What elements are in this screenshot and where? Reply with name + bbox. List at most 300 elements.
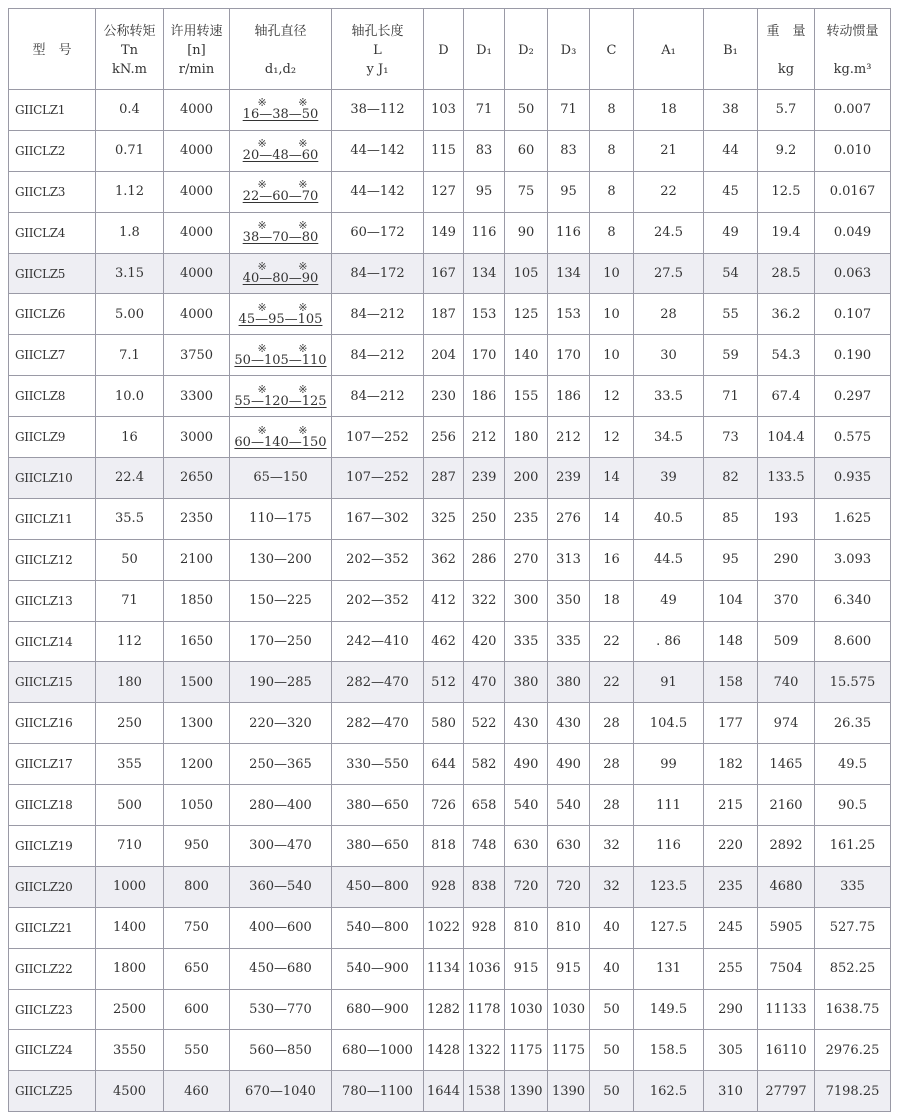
cell-model: GIICLZ2 — [9, 130, 96, 171]
cell-B1: 71 — [704, 376, 758, 417]
cell-model: GIICLZ25 — [9, 1071, 96, 1112]
cell-inertia: 0.107 — [815, 294, 891, 335]
cell-C: 14 — [590, 458, 634, 499]
cell-speed: 4000 — [164, 212, 230, 253]
cell-weight: 5.7 — [758, 90, 815, 131]
cell-A1: 99 — [634, 744, 704, 785]
cell-D3: 1030 — [548, 989, 590, 1030]
cell-length: 84—212 — [332, 376, 424, 417]
cell-D: 103 — [424, 90, 464, 131]
cell-A1: 149.5 — [634, 989, 704, 1030]
cell-bore: 530—770 — [230, 989, 332, 1030]
bore-value: 38—70—80 — [242, 230, 319, 246]
cell-D3: 915 — [548, 948, 590, 989]
header-speed: 许用转速 [n] r/min — [164, 9, 230, 90]
table-row — [9, 866, 891, 907]
bore-mark: ※ ※ — [257, 300, 322, 314]
cell-inertia: 0.190 — [815, 335, 891, 376]
cell-bore: 360—540 — [230, 866, 332, 907]
cell-D3: 1390 — [548, 1071, 590, 1112]
cell-weight: 1465 — [758, 744, 815, 785]
cell-speed: 950 — [164, 826, 230, 867]
cell-C: 8 — [590, 212, 634, 253]
cell-speed: 1850 — [164, 580, 230, 621]
cell-inertia: 6.340 — [815, 580, 891, 621]
cell-weight: 28.5 — [758, 253, 815, 294]
cell-D1: 134 — [464, 253, 505, 294]
cell-weight: 36.2 — [758, 294, 815, 335]
cell-D2: 300 — [505, 580, 548, 621]
cell-weight: 740 — [758, 662, 815, 703]
bore-mark: ※ ※ — [257, 341, 322, 355]
bore-value: 60—140—150 — [234, 434, 327, 450]
cell-A1: 18 — [634, 90, 704, 131]
cell-inertia: 0.010 — [815, 130, 891, 171]
cell-model: GIICLZ24 — [9, 1030, 96, 1071]
cell-D2: 60 — [505, 130, 548, 171]
cell-B1: 177 — [704, 703, 758, 744]
coupling-spec-table — [8, 8, 891, 1112]
cell-length: 780—1100 — [332, 1071, 424, 1112]
cell-A1: 21 — [634, 130, 704, 171]
cell-speed: 2100 — [164, 539, 230, 580]
cell-C: 28 — [590, 785, 634, 826]
cell-A1: 91 — [634, 662, 704, 703]
cell-weight: 5905 — [758, 907, 815, 948]
cell-length: 60—172 — [332, 212, 424, 253]
cell-C: 22 — [590, 662, 634, 703]
cell-D2: 140 — [505, 335, 548, 376]
cell-C: 8 — [590, 130, 634, 171]
cell-C: 12 — [590, 376, 634, 417]
cell-B1: 182 — [704, 744, 758, 785]
header-A1: A₁ — [634, 9, 704, 90]
cell-inertia: 0.0167 — [815, 171, 891, 212]
cell-model: GIICLZ12 — [9, 539, 96, 580]
cell-D: 462 — [424, 621, 464, 662]
cell-D1: 838 — [464, 866, 505, 907]
cell-inertia: 335 — [815, 866, 891, 907]
cell-model: GIICLZ13 — [9, 580, 96, 621]
cell-inertia: 0.297 — [815, 376, 891, 417]
cell-speed: 2650 — [164, 458, 230, 499]
cell-D: 167 — [424, 253, 464, 294]
cell-speed: 4000 — [164, 253, 230, 294]
cell-D1: 83 — [464, 130, 505, 171]
cell-torque: 35.5 — [96, 498, 164, 539]
cell-inertia: 0.935 — [815, 458, 891, 499]
cell-A1: 111 — [634, 785, 704, 826]
cell-D1: 186 — [464, 376, 505, 417]
cell-D: 1022 — [424, 907, 464, 948]
cell-D2: 540 — [505, 785, 548, 826]
table-row — [9, 826, 891, 867]
cell-length: 107—252 — [332, 458, 424, 499]
cell-length: 282—470 — [332, 703, 424, 744]
cell-D: 644 — [424, 744, 464, 785]
cell-weight: 54.3 — [758, 335, 815, 376]
cell-C: 50 — [590, 989, 634, 1030]
cell-length: 44—142 — [332, 130, 424, 171]
cell-length: 450—800 — [332, 866, 424, 907]
cell-inertia: 852.25 — [815, 948, 891, 989]
cell-D: 204 — [424, 335, 464, 376]
cell-torque: 1800 — [96, 948, 164, 989]
cell-D2: 75 — [505, 171, 548, 212]
cell-D: 325 — [424, 498, 464, 539]
bore-mark: ※ ※ — [257, 137, 322, 151]
cell-D: 412 — [424, 580, 464, 621]
cell-torque: 3.15 — [96, 253, 164, 294]
cell-speed: 800 — [164, 866, 230, 907]
cell-bore — [230, 130, 332, 171]
table-row — [9, 376, 891, 417]
bore-mark: ※ ※ — [257, 96, 322, 110]
cell-bore: 170—250 — [230, 621, 332, 662]
cell-weight: 7504 — [758, 948, 815, 989]
cell-D1: 116 — [464, 212, 505, 253]
cell-D3: 239 — [548, 458, 590, 499]
bore-mark: ※ ※ — [257, 219, 322, 233]
cell-A1: 30 — [634, 335, 704, 376]
cell-A1: 40.5 — [634, 498, 704, 539]
cell-speed: 3750 — [164, 335, 230, 376]
cell-weight: 2160 — [758, 785, 815, 826]
cell-D3: 276 — [548, 498, 590, 539]
cell-D1: 95 — [464, 171, 505, 212]
bore-mark: ※ ※ — [257, 178, 322, 192]
cell-speed: 4000 — [164, 90, 230, 131]
cell-C: 18 — [590, 580, 634, 621]
cell-D3: 186 — [548, 376, 590, 417]
cell-C: 50 — [590, 1030, 634, 1071]
table-row — [9, 907, 891, 948]
cell-D2: 1175 — [505, 1030, 548, 1071]
cell-bore: 65—150 — [230, 458, 332, 499]
cell-speed: 2350 — [164, 498, 230, 539]
cell-D2: 915 — [505, 948, 548, 989]
cell-torque: 22.4 — [96, 458, 164, 499]
cell-D3: 350 — [548, 580, 590, 621]
cell-D1: 71 — [464, 90, 505, 131]
cell-model: GIICLZ10 — [9, 458, 96, 499]
cell-B1: 235 — [704, 866, 758, 907]
cell-weight: 11133 — [758, 989, 815, 1030]
cell-A1: 28 — [634, 294, 704, 335]
cell-length: 540—900 — [332, 948, 424, 989]
cell-D1: 1036 — [464, 948, 505, 989]
cell-weight: 370 — [758, 580, 815, 621]
header-inertia: 转动惯量 kg.m³ — [815, 9, 891, 90]
cell-D3: 153 — [548, 294, 590, 335]
cell-model: GIICLZ6 — [9, 294, 96, 335]
cell-bore — [230, 90, 332, 131]
cell-C: 10 — [590, 335, 634, 376]
table-row — [9, 539, 891, 580]
cell-D3: 71 — [548, 90, 590, 131]
cell-length: 84—212 — [332, 335, 424, 376]
cell-D1: 1538 — [464, 1071, 505, 1112]
cell-D3: 95 — [548, 171, 590, 212]
cell-length: 330—550 — [332, 744, 424, 785]
cell-length: 242—410 — [332, 621, 424, 662]
bore-value: 16—38—50 — [242, 107, 319, 123]
cell-weight: 9.2 — [758, 130, 815, 171]
cell-D: 928 — [424, 866, 464, 907]
cell-C: 10 — [590, 253, 634, 294]
cell-length: 202—352 — [332, 539, 424, 580]
cell-weight: 974 — [758, 703, 815, 744]
cell-D2: 490 — [505, 744, 548, 785]
cell-bore: 400—600 — [230, 907, 332, 948]
cell-torque: 7.1 — [96, 335, 164, 376]
cell-torque: 2500 — [96, 989, 164, 1030]
cell-speed: 750 — [164, 907, 230, 948]
cell-length: 380—650 — [332, 826, 424, 867]
header-row — [9, 9, 891, 90]
cell-C: 40 — [590, 948, 634, 989]
cell-speed: 1200 — [164, 744, 230, 785]
cell-torque: 1.8 — [96, 212, 164, 253]
cell-model: GIICLZ11 — [9, 498, 96, 539]
cell-bore: 300—470 — [230, 826, 332, 867]
header-model: 型 号 — [9, 9, 96, 90]
table-row — [9, 662, 891, 703]
cell-speed: 460 — [164, 1071, 230, 1112]
header-D2: D₂ — [505, 9, 548, 90]
cell-B1: 49 — [704, 212, 758, 253]
cell-weight: 104.4 — [758, 417, 815, 458]
cell-D1: 322 — [464, 580, 505, 621]
cell-weight: 19.4 — [758, 212, 815, 253]
cell-inertia: 15.575 — [815, 662, 891, 703]
header-D: D — [424, 9, 464, 90]
cell-speed: 4000 — [164, 171, 230, 212]
cell-C: 32 — [590, 826, 634, 867]
cell-inertia: 1.625 — [815, 498, 891, 539]
table-row — [9, 621, 891, 662]
cell-torque: 1.12 — [96, 171, 164, 212]
bore-value: 40—80—90 — [242, 271, 319, 286]
cell-D: 256 — [424, 417, 464, 458]
bore-value: 20—48—60 — [242, 148, 319, 164]
cell-D2: 155 — [505, 376, 548, 417]
cell-D: 1644 — [424, 1071, 464, 1112]
cell-D1: 153 — [464, 294, 505, 335]
table-row — [9, 458, 891, 499]
table-row — [9, 171, 891, 212]
cell-C: 28 — [590, 744, 634, 785]
cell-model: GIICLZ19 — [9, 826, 96, 867]
cell-torque: 0.71 — [96, 130, 164, 171]
cell-speed: 3300 — [164, 376, 230, 417]
cell-D1: 212 — [464, 417, 505, 458]
cell-D3: 134 — [548, 253, 590, 294]
cell-speed: 550 — [164, 1030, 230, 1071]
cell-speed: 4000 — [164, 130, 230, 171]
cell-torque: 710 — [96, 826, 164, 867]
cell-A1: 123.5 — [634, 866, 704, 907]
cell-B1: 215 — [704, 785, 758, 826]
cell-D3: 810 — [548, 907, 590, 948]
cell-C: 50 — [590, 1071, 634, 1112]
cell-D2: 1390 — [505, 1071, 548, 1112]
table-row — [9, 253, 891, 294]
cell-D3: 630 — [548, 826, 590, 867]
cell-B1: 104 — [704, 580, 758, 621]
cell-length: 44—142 — [332, 171, 424, 212]
cell-inertia: 161.25 — [815, 826, 891, 867]
cell-D2: 630 — [505, 826, 548, 867]
cell-weight: 67.4 — [758, 376, 815, 417]
cell-length: 167—302 — [332, 498, 424, 539]
cell-D2: 270 — [505, 539, 548, 580]
cell-bore: 110—175 — [230, 498, 332, 539]
cell-inertia: 0.007 — [815, 90, 891, 131]
cell-torque: 50 — [96, 539, 164, 580]
cell-inertia: 2976.25 — [815, 1030, 891, 1071]
cell-bore: 190—285 — [230, 662, 332, 703]
cell-speed: 3000 — [164, 417, 230, 458]
cell-model: GIICLZ22 — [9, 948, 96, 989]
cell-model: GIICLZ16 — [9, 703, 96, 744]
cell-bore — [230, 417, 332, 458]
cell-model: GIICLZ14 — [9, 621, 96, 662]
cell-B1: 290 — [704, 989, 758, 1030]
header-torque: 公称转矩 Tn kN.m — [96, 9, 164, 90]
cell-bore — [230, 171, 332, 212]
cell-torque: 71 — [96, 580, 164, 621]
table-row — [9, 744, 891, 785]
cell-bore: 560—850 — [230, 1030, 332, 1071]
cell-inertia: 8.600 — [815, 621, 891, 662]
cell-bore — [230, 376, 332, 417]
cell-B1: 55 — [704, 294, 758, 335]
cell-A1: 158.5 — [634, 1030, 704, 1071]
cell-model: GIICLZ4 — [9, 212, 96, 253]
cell-torque: 3550 — [96, 1030, 164, 1071]
cell-B1: 245 — [704, 907, 758, 948]
cell-A1: 162.5 — [634, 1071, 704, 1112]
cell-B1: 85 — [704, 498, 758, 539]
cell-D: 115 — [424, 130, 464, 171]
cell-C: 12 — [590, 417, 634, 458]
header-length: 轴孔长度 L y J₁ — [332, 9, 424, 90]
table-row — [9, 989, 891, 1030]
cell-D2: 105 — [505, 253, 548, 294]
cell-C: 14 — [590, 498, 634, 539]
cell-inertia: 90.5 — [815, 785, 891, 826]
cell-D3: 170 — [548, 335, 590, 376]
header-D3: D₃ — [548, 9, 590, 90]
cell-D2: 180 — [505, 417, 548, 458]
cell-inertia: 49.5 — [815, 744, 891, 785]
cell-C: 32 — [590, 866, 634, 907]
cell-D1: 1178 — [464, 989, 505, 1030]
cell-model: GIICLZ7 — [9, 335, 96, 376]
cell-inertia: 0.049 — [815, 212, 891, 253]
cell-model: GIICLZ21 — [9, 907, 96, 948]
cell-D2: 380 — [505, 662, 548, 703]
table-row — [9, 785, 891, 826]
cell-model: GIICLZ15 — [9, 662, 96, 703]
cell-D: 580 — [424, 703, 464, 744]
cell-speed: 1650 — [164, 621, 230, 662]
cell-D: 230 — [424, 376, 464, 417]
cell-D3: 313 — [548, 539, 590, 580]
cell-bore: 250—365 — [230, 744, 332, 785]
cell-D: 726 — [424, 785, 464, 826]
cell-D: 187 — [424, 294, 464, 335]
cell-A1: 131 — [634, 948, 704, 989]
cell-D1: 658 — [464, 785, 505, 826]
cell-bore — [230, 253, 332, 294]
bore-mark: ※ ※ — [257, 423, 322, 437]
cell-torque: 250 — [96, 703, 164, 744]
cell-model: GIICLZ17 — [9, 744, 96, 785]
cell-C: 16 — [590, 539, 634, 580]
cell-B1: 148 — [704, 621, 758, 662]
table-row — [9, 417, 891, 458]
cell-C: 8 — [590, 171, 634, 212]
cell-inertia: 0.575 — [815, 417, 891, 458]
cell-D2: 1030 — [505, 989, 548, 1030]
cell-D2: 200 — [505, 458, 548, 499]
bore-value: 55—120—125 — [234, 393, 327, 409]
cell-D3: 540 — [548, 785, 590, 826]
cell-weight: 27797 — [758, 1071, 815, 1112]
cell-torque: 4500 — [96, 1071, 164, 1112]
cell-D2: 720 — [505, 866, 548, 907]
cell-speed: 1500 — [164, 662, 230, 703]
cell-length: 680—1000 — [332, 1030, 424, 1071]
cell-D1: 170 — [464, 335, 505, 376]
table-row — [9, 1071, 891, 1112]
cell-C: 10 — [590, 294, 634, 335]
cell-bore: 670—1040 — [230, 1071, 332, 1112]
cell-D: 362 — [424, 539, 464, 580]
bore-mark: ※ ※ — [257, 382, 322, 396]
cell-bore: 220—320 — [230, 703, 332, 744]
cell-D2: 50 — [505, 90, 548, 131]
header-D1: D₁ — [464, 9, 505, 90]
cell-A1: 33.5 — [634, 376, 704, 417]
header-C: C — [590, 9, 634, 90]
cell-torque: 112 — [96, 621, 164, 662]
cell-B1: 38 — [704, 90, 758, 131]
cell-D3: 430 — [548, 703, 590, 744]
cell-inertia: 3.093 — [815, 539, 891, 580]
cell-bore: 450—680 — [230, 948, 332, 989]
cell-D1: 522 — [464, 703, 505, 744]
cell-D1: 239 — [464, 458, 505, 499]
header-B1: B₁ — [704, 9, 758, 90]
bore-value: 45—95—105 — [238, 311, 323, 327]
cell-D1: 928 — [464, 907, 505, 948]
cell-A1: 39 — [634, 458, 704, 499]
cell-weight: 509 — [758, 621, 815, 662]
cell-B1: 158 — [704, 662, 758, 703]
cell-inertia: 1638.75 — [815, 989, 891, 1030]
cell-model: GIICLZ3 — [9, 171, 96, 212]
cell-C: 40 — [590, 907, 634, 948]
cell-speed: 4000 — [164, 294, 230, 335]
cell-A1: 44.5 — [634, 539, 704, 580]
cell-B1: 305 — [704, 1030, 758, 1071]
cell-torque: 16 — [96, 417, 164, 458]
table-row — [9, 90, 891, 131]
cell-model: GIICLZ18 — [9, 785, 96, 826]
